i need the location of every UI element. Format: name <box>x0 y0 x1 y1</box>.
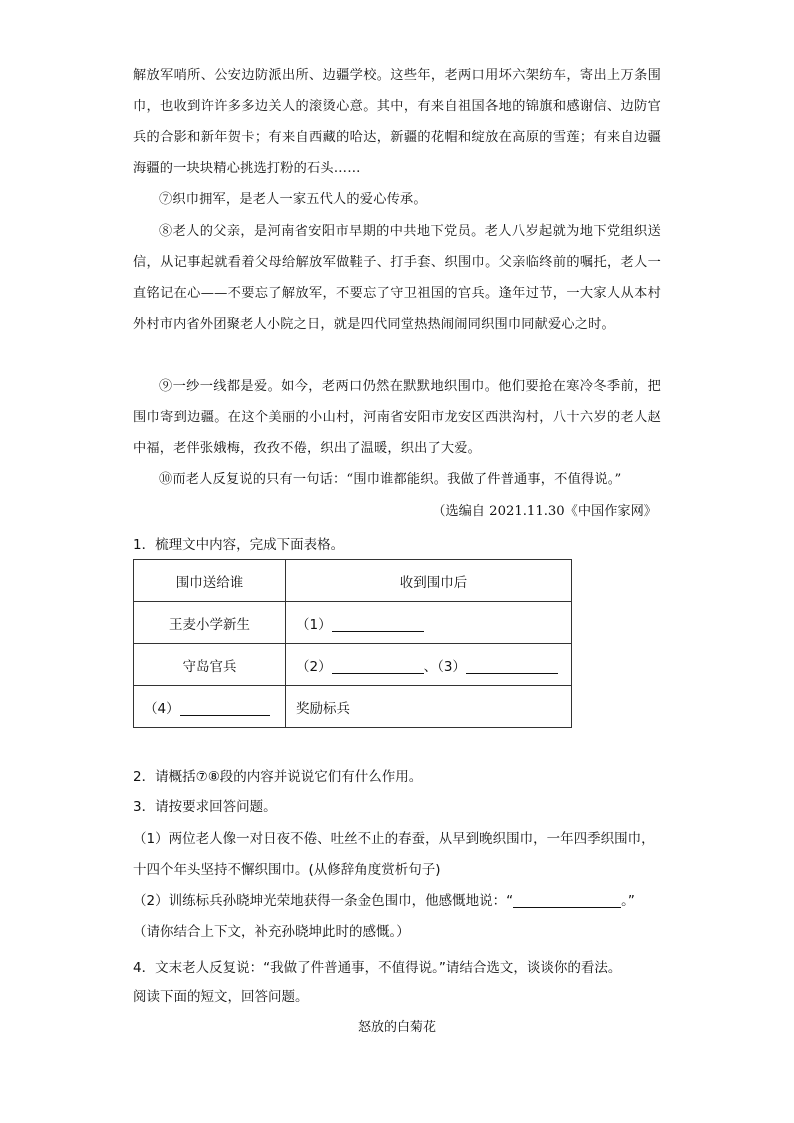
table-header-recipient: 围巾送给谁 <box>134 560 286 602</box>
table-cell <box>286 602 572 644</box>
blank-label: （2） <box>296 658 332 675</box>
table-cell <box>134 686 286 728</box>
question-1: 1．梳理文中内容，完成下面表格。 <box>133 537 345 553</box>
table-cell: 王麦小学新生 <box>134 602 286 644</box>
blank-label: 、（3） <box>423 658 466 675</box>
question-3-part-2-text: （2）训练标兵孙晓坤光荣地获得一条金色围巾，他感慨地说：“ <box>133 893 514 909</box>
table-cell: 守岛官兵 <box>134 644 286 686</box>
passage-paragraph-7: ⑦织巾拥军，是老人一家五代人的爱心传承。 <box>159 192 427 207</box>
answer-table <box>133 559 572 728</box>
answer-blank-q3-2[interactable] <box>513 893 621 908</box>
next-passage-title: 怒放的白菊花 <box>357 1020 436 1035</box>
blank-label: （1） <box>296 616 332 633</box>
passage-paragraph-8: ⑧老人的父亲，是河南省安阳市早期的中共地下党员。老人八岁起就为地下党组织送信，从记事起就看着父母给解放军做鞋子、打手套、织围巾。父亲临终前的嘱托，老人一直铭记在心——不要忘了解放军，不要忘了守卫祖国的官兵。逢年过节，一大家人从本村外村市内省外团聚老人小院之日，就是四代同堂热热闹闹同织围巾同献爱心之时。 <box>133 224 661 332</box>
question-3-part-2-hint: （请你结合上下文，补充孙晓坤此时的感慨。） <box>133 924 410 940</box>
question-3-part-2 <box>133 886 663 917</box>
blank-label: （4） <box>144 700 180 717</box>
answer-blank-2[interactable] <box>332 659 424 674</box>
source-citation: （选编自 2021.11.30《中国作家网》 <box>432 504 657 519</box>
passage-paragraph-10: ⑩而老人反复说的只有一句话：“围巾谁都能织。我做了件普通事，不值得说。” <box>159 472 622 487</box>
question-2: 2．请概括⑦⑧段的内容并说说它们有什么作用。 <box>133 769 423 785</box>
table-header-result: 收到围巾后 <box>286 560 572 602</box>
question-3: 3．请按要求回答问题。 <box>133 799 277 815</box>
question-4: 4．文末老人反复说：“我做了件普通事，不值得说。”请结合选文，谈谈你的看法。 <box>133 960 622 976</box>
table-cell: 奖励标兵 <box>286 686 572 728</box>
table-row <box>134 644 572 686</box>
table-cell <box>286 644 572 686</box>
table-row <box>134 560 572 602</box>
passage-paragraph-9: ⑨一纱一线都是爱。如今，老两口仍然在默默地织围巾。他们要抢在寒冷冬季前，把围巾寄到边疆。在这个美丽的小山村，河南省安阳市龙安区西洪沟村，八十六岁的老人赵中福，老伴张娥梅，孜孜不倦，织出了温暖，织出了大爱。 <box>133 379 661 456</box>
passage-paragraph-continued: 解放军哨所、公安边防派出所、边疆学校。这些年，老两口用坏六架纺车，寄出上万条围巾，也收到许许多多边关人的滚烫心意。其中，有来自祖国各地的锦旗和感谢信、边防官兵的合影和新年贺卡；有来自西藏的哈达，新疆的花帽和绽放在高原的雪莲；有来自边疆海疆的一块块精心挑选打粉的石头…… <box>133 68 661 176</box>
question-3-part-1: （1）两位老人像一对日夜不倦、吐丝不止的春蚕，从早到晚织围巾，一年四季织围巾，十四个年头坚持不懈织围巾。(从修辞角度赏析句子) <box>133 831 655 878</box>
answer-blank-3[interactable] <box>466 659 558 674</box>
question-3-part-2-end: 。” <box>621 893 635 909</box>
table-row <box>134 602 572 644</box>
table-row <box>134 686 572 728</box>
answer-blank-1[interactable] <box>332 617 424 632</box>
reading-intro: 阅读下面的短文，回答问题。 <box>133 989 309 1005</box>
answer-blank-4[interactable] <box>180 701 270 716</box>
